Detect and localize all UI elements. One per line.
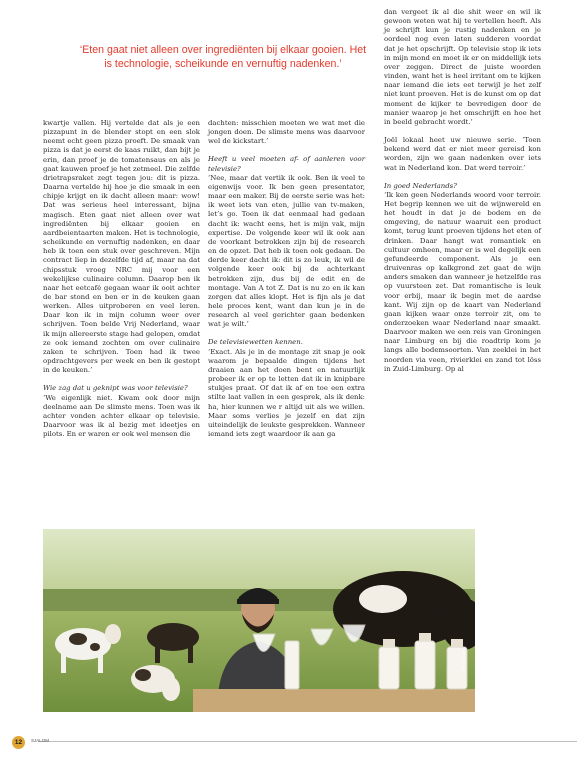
footer-divider — [38, 741, 577, 742]
photo-credit: FOTO: ANP — [462, 649, 466, 670]
interview-question: De televisiewetten kennen. — [208, 338, 303, 347]
paragraph: ‘Nee, maar dat vertik ik ook. Ben ik veel te eigenwijs voor. Ik ben geen presentator, maar een maker. Bij de eerste serie was het: ik weet iets van eten, jullie van tv-maken, let’s go. Toen ik dat eenmaal had gedaan dacht ik: wacht eens, het is mijn vak, mijn expertise. De volgende keer wil ik ook aan de voorkant betrokken zijn bij de research en de opzet. Dat heb ik toen ook gedaan. De derde keer dacht ik: dit is zo leuk, ik wil de volgende keer ook bij de achterkant betrokken zijn, dus bij de edit en de montage. Van A tot Z. Dat is nu zo en ik kan zorgen dat alles klopt. Het is fijn als je dat hele proces kent, want dan kun je in de research al veel gerichter gaan bedenken wat je wilt.’ — [208, 173, 365, 329]
paragraph: ‘We eigenlijk niet. Kwam ook door mijn deelname aan De slimste mens. Toen was ik achter vonden achter elkaar op televisie. Daarvoor was ik al bezig met ideetjes en pilots. En er waren er ook wel mensen die — [43, 393, 200, 439]
paragraph: kwartje vallen. Hij vertelde dat als je een pizzapunt in de blender stopt en een slok neemt echt geen pizza proeft. De smaak van pizza is dat je eerst de kaas ruikt, dan bijt je erin, dan proef je de tomatensaus en als je gaat kauwen proef je het zetmeel. Die zelfde drietrapsraket zegt tegen jou: dit is pizza. Daarna vertelde hij hoe je die smaak in een chipje krijgt en ik dacht alleen maar: wow! Dat was serieus heel interessant, bijna magisch. Eten gaat niet alleen over wat ingrediënten bij elkaar gooien en aardbeientaarten maken. Het is technologie, scheikunde en vernuftig nadenken, en daar heb ik toen een stuk over geschreven. Mijn contract liep in dezelfde tijd af, maar na dat chipsstuk vroeg NRC mij voor een wekelijkse culinaire column. Daarop ben ik naar het eetcafé gegaan waar ik ooit achter de bar stond en ben er in de keuken gaan werken. Alles uitproberen en veel leren. Daar kon ik in mijn column weer over schrijven. Toen belde Vrij Nederland, waar ik mijn allereerste stage had gelopen, omdat ze ook iemand zochten om over culinaire zaken te schrijven. Toen had ik twee opdrachtgevers per week en ben ik gestopt in de keuken.’ — [43, 119, 200, 375]
paragraph: dan vergeet ik al die shit weer en wil ik gewoon weten wat hij te vertellen heeft. Als je schrijft kun je rustig nadenken en je oordeel nog even laten sudderen voordat dat je het opschrijft. Op televisie stop ik iets in mijn mond en moet ik er on middellijk iets over zeggen. Direct de juiste woorden vinden, want het is heel irritant om te kijken naar iemand die iets eet terwijl je het zelf niet kunt proeven. Het is de kunst om op dat moment de kijker te bevredigen door de manier waarop je het omschrijft en hoe het in beeld gebracht wordt.’ — [384, 8, 541, 126]
cow-right-patch — [359, 585, 407, 613]
article-column-3 — [384, 8, 541, 383]
article-photo — [43, 529, 475, 712]
interview-question: Heeft u veel moeten af- of aanleren voor televisie? — [208, 155, 365, 173]
paragraph: ‘Exact. Als je in de montage zit snap je ook waarom je bepaalde dingen tijdens het draaien aan het doen bent en natuurlijk probeer ik er op te letten dat ik in knipbare stukjes praat. Of dat ik af en toe een extra stilte laat vallen in een gesprek, als ik denk: ha, hier kunnen we r altijd uit als we willen. Maar soms verlies je jezelf en dat zijn uiteindelijk de leukste gesprekken. Wanneer iemand iets zegt waardoor ik aan ga — [208, 347, 365, 438]
photo-illustration — [43, 529, 475, 712]
interview-question: In goed Nederlands? — [384, 181, 457, 190]
page-number-badge: 12 — [12, 736, 25, 749]
article-column-1 — [43, 119, 200, 448]
paragraph: Joël lokaal heet uw nieuwe serie. ‘Toen bekend werd dat er niet meer gereisd kon worden, zijn we gaan nadenken over iets wat in Nederland kon. Dat werd terroir.’ — [384, 136, 541, 172]
table — [193, 689, 475, 712]
interview-question: Wie zag dat u geknipt was voor televisie? — [43, 384, 188, 393]
article-column-2 — [208, 119, 365, 448]
paragraph: dachten: misschien moeten we wat met die jongen doen. De slimste mens was daarvoor wel de kickstart.’ — [208, 119, 365, 146]
cow-front-spot — [135, 669, 151, 681]
magazine-folio: SJALOM — [31, 738, 50, 743]
paragraph: ‘Ik ken geen Nederlands woord voor terroir. Het begrip kennen we uit de wijnwereld en het houdt in dat je de bodem en de omgeving, de natuur waaruit een product komt, terug kunt proeven tijdens het eten of drinken. Daar hangt wat romantiek en cultuur omheen, maar er is wel degelijk een gefundeerde component. Als je een druivenras op kalkgrond zet gaat de wijn anders smaken dan wanneer je hetzelfde ras op vuursteen zet. Dat romantische is leuk voor erbij, maar ik begin met de aardse kant. Wij zijn op de kaart van Nederland gaan kijken waar onze terroir zit, om te onderzoeken waar Nederland naar smaakt. Daarvoor maken we een reis van Groningen naar Limburg en bij die roadtrip kom je langs alle bodemsoorten. Van zeeklei in het noorden via veen, rivierklei en zand tot löss in Zuid-Limburg. Op al — [384, 190, 541, 373]
pull-quote: ‘Eten gaat niet alleen over ingrediënten bij elkaar gooien. Het is technologie, scheikunde en vernuftig nadenken.’ — [79, 44, 367, 70]
